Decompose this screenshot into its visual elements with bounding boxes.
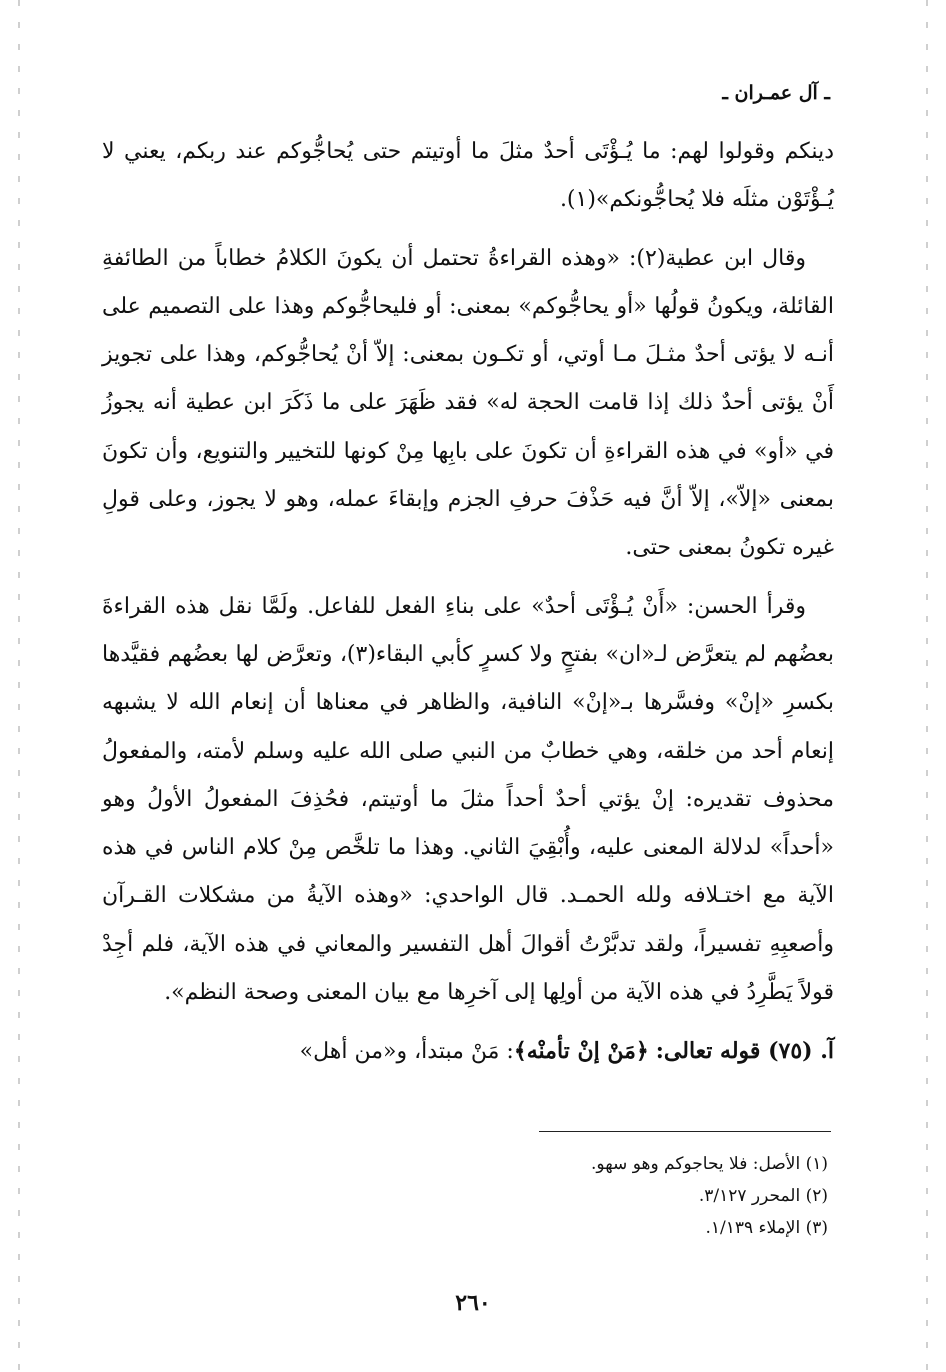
paragraph-3: وقرأ الحسن: «أَنْ يُـؤْتَى أحدٌ» على بناءِ الفعل للفاعل. ولَمَّا نقل هذه القراءةَ بعضُهم لم يتعرَّض لـ«ان» بفتحٍ ولا كسرٍ كأبي البقاء(٣)، وتعرَّض لها بعضُهم فقيَّدها بكسرِ «إنْ» وفسَّرها بـ«إنْ» النافية، والظاهر في معناها أن إنعام الله لا يشبهه إنعام أحد من خلقه، وهي خطابٌ من النبي صلى الله عليه وسلم لأمته، والمفعولُ محذوف تقديره: إنْ يؤتي أحدٌ أحداً مثلَ ما أوتيتم، فحُذِفَ المفعولُ الأولُ وهو «أحداً» لدلالة المعنى عليه، وأُبْقِيَ الثاني. وهذا ما تلخَّص مِنْ كلام الناس في هذه الآية مع اختـلافه ولله الحمـد. قال الواحدي: «وهذه الآيةُ من مشكلات القـرآن وأصعبِهِ تفسيراً، ولقد تدبَّرْتُ أقوالَ أهل التفسير والمعاني في هذه الآية، فلم أجِدْ قولاً يَطَّرِدُ في هذه الآية من أولِها إلى آخرِها مع بيان المعنى وصحة النظم».: [102, 593, 834, 1006]
running-header: ـ آل عمـران ـ: [722, 82, 830, 104]
scan-edge-right: [926, 0, 928, 1372]
verse-quote: ﴿مَنْ إنْ تأمنْه﴾: [513, 1038, 649, 1065]
footnote-2: (٢) المحرر ٣/١٢٧.: [698, 1186, 828, 1206]
scan-edge-left: [18, 0, 20, 1372]
page-number: ٢٦٠: [455, 1290, 491, 1316]
paragraph-2: وقال ابن عطية(٢): «وهذه القراءةُ تحتمل أن يكونَ الكلامُ خطاباً من الطائفةِ القائلة، ويكونُ قولُها «أو يحاجُّوكم» بمعنى: أو فليحاجُّوكم وهذا على التصميم على أنـه لا يؤتى أحدٌ مثـلَ مـا أوتي، أو تكـون بمعنى: إلاّ أنْ يُحاجُّوكم، وهذا على تجويز أَنْ يؤتى أحدٌ ذلك إذا قامت الحجة له» فقد ظَهَرَ على ما ذَكَرَ ابن عطية أنه يجوزُ في «أو» في هذه القراءةِ أن تكونَ على بابِها مِنْ كونها للتخيير والتنويع، وأن تكونَ بمعنى «إلاّ»، إلاّ أنَّ فيه حَذْفَ حرفِ الجزم وإبقاءَ عمله، وهو لا يجوز، وعلى قولِ غيره تكونُ بمعنى حتى.: [102, 245, 834, 561]
main-text: [102, 128, 834, 1077]
verse-line: [102, 1027, 834, 1076]
footnote-divider: [539, 1131, 831, 1132]
footnote-3: (٣) الإملاء ١/١٣٩.: [705, 1218, 828, 1238]
verse-label: آ. (٧٥) قوله تعالى:: [655, 1038, 834, 1065]
paragraph-1: دينكم وقولوا لهم: ما يُـؤْتَى أحدٌ مثلَ ما أوتيتم حتى يُحاجُّوكم عند ربكم، يعني لا يُـؤْتَوْن مثلَه فلا يُحاجُّونكم»(١).: [102, 139, 834, 213]
footnote-1: (١) الأصل: فلا يحاجوكم وهو سهو.: [591, 1154, 828, 1174]
footnotes: [300, 1148, 828, 1244]
verse-commentary: : مَنْ مبتدأ، و«من أهل»: [299, 1039, 514, 1065]
